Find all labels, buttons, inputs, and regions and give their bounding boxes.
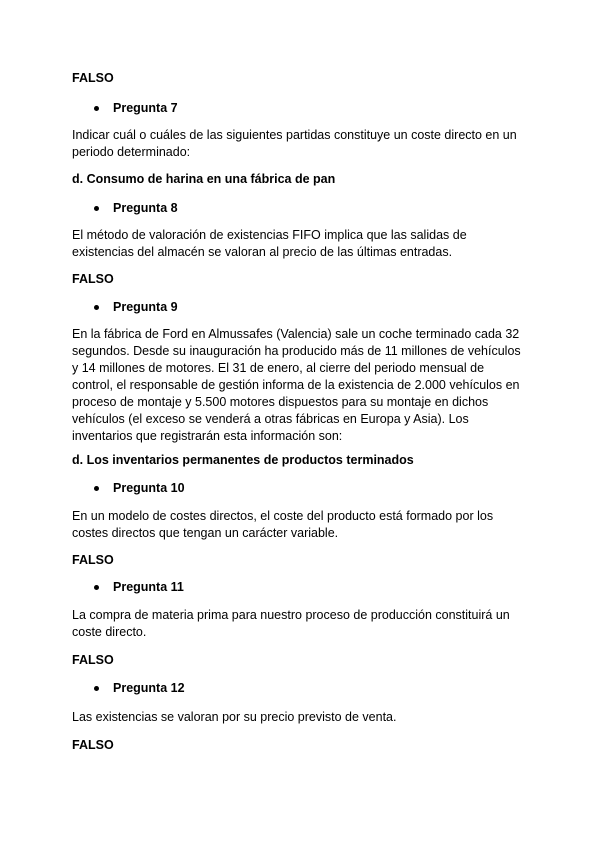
question-heading xyxy=(94,580,184,594)
bullet-icon xyxy=(94,305,99,310)
answer-text: d. Los inventarios permanentes de productos terminados xyxy=(72,453,414,467)
question-heading xyxy=(94,681,185,695)
bullet-icon xyxy=(94,206,99,211)
question-label: Pregunta 8 xyxy=(113,201,178,215)
question-label: Pregunta 7 xyxy=(113,101,178,115)
question-label: Pregunta 9 xyxy=(113,300,178,314)
question-text: Indicar cuál o cuáles de las siguientes partidas constituye un coste directo en un periodo determinado: xyxy=(72,128,517,159)
question-text: Las existencias se valoran por su precio previsto de venta. xyxy=(72,710,397,724)
bullet-icon xyxy=(94,686,99,691)
answer-falso: FALSO xyxy=(72,71,114,85)
answer-falso: FALSO xyxy=(72,653,114,667)
bullet-icon xyxy=(94,106,99,111)
question-text: En un modelo de costes directos, el coste del producto está formado por los costes directos que tengan un carácter variable. xyxy=(72,509,494,540)
question-label: Pregunta 10 xyxy=(113,481,185,495)
question-heading xyxy=(94,201,178,215)
question-label: Pregunta 11 xyxy=(113,580,184,594)
answer-falso: FALSO xyxy=(72,553,114,567)
bullet-icon xyxy=(94,585,99,590)
question-heading xyxy=(94,481,185,495)
bullet-icon xyxy=(94,486,99,491)
answer-text: d. Consumo de harina en una fábrica de pan xyxy=(72,172,336,186)
question-heading xyxy=(94,101,178,115)
answer-falso: FALSO xyxy=(72,738,114,752)
question-text: La compra de materia prima para nuestro proceso de producción constituirá un coste directo. xyxy=(72,608,510,639)
answer-falso: FALSO xyxy=(72,272,114,286)
question-heading xyxy=(94,300,178,314)
question-text: En la fábrica de Ford en Almussafes (Valencia) sale un coche terminado cada 32 segundos. Desde su inauguración ha producido más de 11 millones de vehículos y 14 millones de motores. El 31 de enero, al cierre del periodo mensual de control, el responsable de gestión informa de la existencia de 2.000 vehículos en proceso de montaje y 5.500 motores dispuestos para su montaje en dichos vehículos (el exceso se venderá a otras fábricas en Europa y Asia). Los inventarios que registrarán esta información son: xyxy=(72,327,521,443)
question-label: Pregunta 12 xyxy=(113,681,185,695)
question-text: El método de valoración de existencias FIFO implica que las salidas de existencias del almacén se valoran al precio de las últimas entradas. xyxy=(72,228,467,259)
